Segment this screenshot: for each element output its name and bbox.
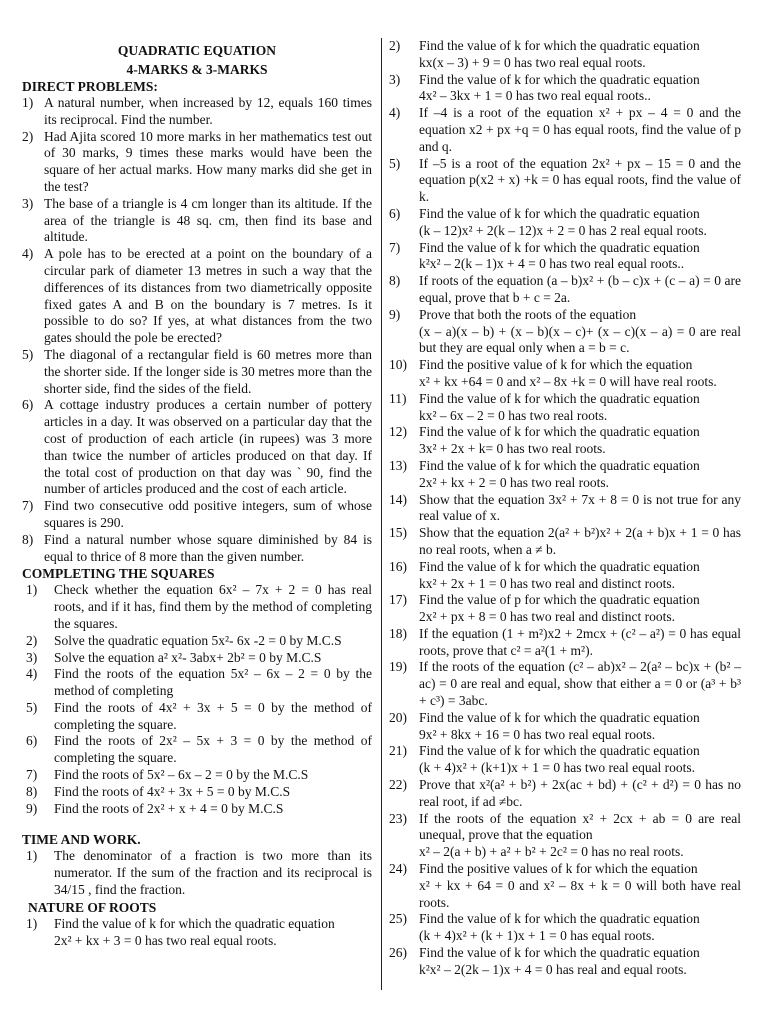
page-subtitle: 4-MARKS & 3-MARKS [126, 62, 268, 77]
question-number: 3) [22, 195, 34, 211]
question-text [419, 72, 741, 106]
question-text [54, 666, 372, 700]
question-number: 23) [389, 810, 407, 826]
question-item [22, 916, 372, 950]
question-number: 12) [389, 424, 407, 440]
question-number: 1) [22, 95, 34, 110]
question-line: Find the value of k for which the quadratic equation [419, 457, 700, 473]
page-title: QUADRATIC EQUATION [117, 43, 277, 58]
question-number: 4) [389, 105, 401, 121]
question-line: 3x² + 2x + k= 0 has two real roots. [419, 441, 606, 457]
question-text [419, 659, 741, 709]
question-text [419, 525, 741, 559]
question-text [54, 784, 372, 801]
question-line: Find the value of k for which the quadratic equation [54, 915, 335, 931]
question-number: 1) [26, 848, 38, 864]
question-text [419, 156, 741, 206]
question-text [419, 273, 741, 307]
question-item [389, 659, 741, 709]
question-line: Find the positive value of k for which the equation [419, 357, 693, 373]
question-item [389, 777, 741, 811]
question-line: If the roots of the equation (c² – ab)x² – 2(a² – bc)x + (b² – ac) = 0 are real and equal, show that either a = 0 or (a³ + b³ + c³) = 3abc. [419, 659, 741, 709]
question-line: kx(x – 3) + 9 = 0 has two real equal roots. [419, 54, 646, 70]
question-line: Find the value of k for which the quadratic equation [419, 911, 700, 927]
question-item [389, 525, 741, 559]
question-line: x² + kx + 64 = 0 and x² – 8x + k = 0 will both have real roots. [419, 877, 741, 910]
question-item [22, 347, 372, 397]
question-text [54, 916, 372, 950]
question-text [54, 582, 372, 632]
question-text [419, 105, 741, 155]
question-line: 9x² + 8kx + 16 = 0 has two real equal roots. [419, 726, 656, 742]
question-item [389, 492, 741, 526]
question-text [419, 357, 741, 391]
question-item [22, 498, 372, 532]
question-text [44, 532, 372, 566]
question-line: Find the value of k for which the quadratic equation [419, 38, 700, 53]
question-text [419, 458, 741, 492]
question-number: 14) [389, 491, 407, 507]
question-number: 15) [389, 525, 407, 541]
question-line: Find the roots of 5x² – 6x – 2 = 0 by the M.C.S [54, 767, 309, 783]
question-text [44, 196, 372, 246]
completing-squares-list [22, 582, 372, 817]
question-item [389, 710, 741, 744]
question-item [22, 801, 372, 818]
question-line: (x – a)(x – b) + (x – b)(x – c)+ (x – c)(x – a) = 0 are real but they are equal only when a = b = c. [419, 323, 741, 356]
question-text [419, 626, 741, 660]
question-item [389, 743, 741, 777]
question-number: 4) [22, 246, 34, 262]
question-line: Find the roots of 2x² – 5x + 3 = 0 by the method of completing the square. [54, 733, 372, 766]
question-item [22, 532, 372, 566]
question-line: Solve the quadratic equation 5x²- 6x -2 = 0 by M.C.S [54, 632, 342, 648]
right-column [389, 38, 741, 979]
question-number: 5) [26, 699, 38, 715]
question-text [54, 767, 372, 784]
direct-problems-list [22, 95, 372, 565]
question-number: 3) [389, 71, 401, 87]
question-number: 10) [389, 357, 407, 373]
left-column [22, 38, 372, 949]
question-line: Find the roots of 4x² + 3x + 5 = 0 by M.C.S [54, 783, 291, 799]
question-line: The base of a triangle is 4 cm longer than its altitude. If the area of the triangle is 48 sq. cm, then find its base and altitude. [44, 195, 372, 245]
question-text [419, 559, 741, 593]
question-item [389, 206, 741, 240]
question-number: 17) [389, 592, 407, 608]
question-item [389, 240, 741, 274]
question-item [389, 559, 741, 593]
question-number: 4) [26, 666, 38, 682]
question-item [389, 811, 741, 861]
question-line: (k + 4)x² + (k+1)x + 1 = 0 has two real equal roots. [419, 760, 696, 776]
question-text [44, 498, 372, 532]
question-line: The denominator of a fraction is two more than its numerator. If the sum of the fraction and its reciprocal is 34/15 , find the fraction. [54, 848, 372, 898]
time-work-list [22, 848, 372, 898]
question-line: A pole has to be erected at a point on the boundary of a circular park of diameter 13 metres in such a way that the differences of its distances from two diametrically opposite fixed gates A and B on the boundary is 7 metres. Is it possible to do so? If yes, at what distances from the two gates should the pole be erected? [44, 246, 372, 346]
question-text [419, 240, 741, 274]
question-line: Show that the equation 3x² + 7x + 8 = 0 is not true for any real value of x. [419, 491, 741, 524]
question-line: Prove that x²(a² + b²) + 2x(ac + bd) + (c² + d²) = 0 has no real root, if ad ≠bc. [419, 777, 741, 809]
question-number: 8) [389, 273, 401, 289]
question-text [54, 650, 372, 667]
question-number: 7) [26, 767, 38, 783]
question-line: Find the value of k for which the quadratic equation [419, 743, 700, 759]
question-line: Had Ajita scored 10 more marks in her mathematics test out of 30 marks, 9 times these marks would have been the square of her actual marks. How many marks did she get in the test? [44, 128, 372, 194]
question-number: 25) [389, 911, 407, 927]
question-number: 2) [26, 632, 38, 648]
section-heading-time-work: TIME AND WORK. [22, 832, 141, 848]
question-number: 6) [389, 205, 401, 221]
question-text [44, 246, 372, 347]
question-number: 8) [22, 531, 34, 547]
question-line: Find the roots of 2x² + x + 4 = 0 by M.C.S [54, 800, 284, 816]
question-number: 13) [389, 457, 407, 473]
question-text [419, 307, 741, 357]
question-number: 19) [389, 659, 407, 675]
question-item [22, 246, 372, 347]
question-line: Prove that both the roots of the equation [419, 306, 637, 322]
section-heading-nature: NATURE OF ROOTS [28, 899, 157, 915]
nature-roots-list-right [389, 38, 741, 979]
question-item [389, 307, 741, 357]
question-item [22, 767, 372, 784]
column-divider [381, 38, 382, 990]
question-line: Find the value of k for which the quadratic equation [419, 709, 700, 725]
question-item [389, 391, 741, 425]
section-heading-direct: DIRECT PROBLEMS: [22, 79, 158, 94]
question-line: Show that the equation 2(a² + b²)x² + 2(a + b)x + 1 = 0 has no real roots, when a ≠ b. [419, 525, 741, 557]
question-item [22, 733, 372, 767]
question-item [389, 273, 741, 307]
question-line: Find the value of k for which the quadratic equation [419, 239, 700, 255]
question-line: Find the value of p for which the quadratic equation [419, 592, 700, 608]
question-number: 6) [22, 397, 34, 413]
question-line: The diagonal of a rectangular field is 60 metres more than the shorter side. If the longer side is 30 metres more than the shorter side, find the sides of the field. [44, 346, 372, 396]
question-text [419, 861, 741, 911]
question-text [54, 700, 372, 734]
question-line: Find the roots of the equation 5x² – 6x – 2 = 0 by the method of completing [54, 666, 372, 699]
question-number: 11) [389, 390, 407, 406]
question-text [54, 801, 372, 818]
question-line: If the equation (1 + m²)x2 + 2mcx + (c² – a²) = 0 has equal roots, prove that c² = a²(1 + m²). [419, 625, 741, 658]
question-text [54, 848, 372, 898]
question-item [389, 861, 741, 911]
question-number: 20) [389, 709, 407, 725]
question-text [44, 95, 372, 129]
question-line: Find two consecutive odd positive integers, sum of whose squares is 290. [44, 498, 372, 530]
question-number: 22) [389, 777, 407, 793]
question-item [389, 72, 741, 106]
question-number: 7) [389, 239, 401, 255]
question-line: Find the value of k for which the quadratic equation [419, 558, 700, 574]
question-line: x² – 2(a + b) + a² + b² + 2c² = 0 has no real roots. [419, 844, 684, 860]
question-line: Find the value of k for which the quadratic equation [419, 205, 700, 221]
question-item [22, 95, 372, 129]
question-item [22, 784, 372, 801]
question-item [22, 196, 372, 246]
question-item [389, 424, 741, 458]
question-text [419, 777, 741, 811]
question-line: Find the value of k for which the quadratic equation [419, 424, 700, 440]
question-line: kx² – 6x – 2 = 0 has two real roots. [419, 407, 608, 423]
question-number: 9) [389, 306, 401, 322]
question-line: 4x² – 3kx + 1 = 0 has two real equal roots.. [419, 88, 651, 104]
question-line: If –5 is a root of the equation 2x² + px – 15 = 0 and the equation p(x2 + x) +k = 0 has equal roots, find the value of k. [419, 155, 741, 205]
question-item [22, 848, 372, 898]
question-item [22, 650, 372, 667]
section-heading-completing: COMPLETING THE SQUARES [22, 566, 215, 582]
nature-roots-list-left [22, 916, 372, 950]
question-number: 2) [22, 128, 34, 144]
question-line: Find a natural number whose square diminished by 84 is equal to thrice of 8 more than the given number. [44, 531, 372, 564]
question-number: 21) [389, 743, 407, 759]
question-item [389, 38, 741, 72]
question-item [22, 129, 372, 196]
question-number: 16) [389, 558, 407, 574]
question-line: (k + 4)x² + (k + 1)x + 1 = 0 has equal roots. [419, 928, 655, 944]
question-item [389, 592, 741, 626]
question-number: 24) [389, 861, 407, 877]
question-number: 2) [389, 38, 401, 53]
question-item [22, 700, 372, 734]
question-text [419, 206, 741, 240]
question-item [22, 397, 372, 498]
question-line: If the roots of the equation x² + 2cx + ab = 0 are real unequal, prove that the equation [419, 810, 741, 843]
question-text [419, 424, 741, 458]
question-line: If –4 is a root of the equation x² + px – 4 = 0 and the equation x2 + px +q = 0 has equal roots, find the value of p and q. [419, 105, 741, 154]
question-item [389, 626, 741, 660]
question-line: k²x² – 2(k – 1)x + 4 = 0 has two real equal roots.. [419, 256, 685, 272]
question-item [22, 633, 372, 650]
question-line: 2x² + kx + 3 = 0 has two real equal roots. [54, 932, 277, 948]
question-text [419, 391, 741, 425]
question-item [389, 911, 741, 945]
question-text [419, 811, 741, 861]
question-number: 7) [22, 498, 34, 514]
question-line: If roots of the equation (a – b)x² + (b – c)x + (c – a) = 0 are equal, prove that b + c = 2a. [419, 273, 741, 305]
question-number: 5) [22, 346, 34, 362]
question-text [419, 38, 741, 72]
question-text [44, 129, 372, 196]
question-text [419, 492, 741, 526]
question-line: A cottage industry produces a certain number of pottery articles in a day. It was observed on a particular day that the cost of production of each article (in rupees) was 3 more than twice the number of articles produced on that day. If the total cost of production on that day was ` 90, find the number of articles produced and the cost of each article. [44, 397, 372, 497]
question-item [389, 357, 741, 391]
question-number: 18) [389, 625, 407, 641]
question-text [419, 710, 741, 744]
question-line: 2x² + kx + 2 = 0 has two real roots. [419, 474, 609, 490]
question-text [419, 945, 741, 979]
question-number: 1) [26, 915, 38, 931]
question-number: 9) [26, 800, 38, 816]
question-text [54, 733, 372, 767]
question-line: Find the value of k for which the quadratic equation [419, 945, 700, 961]
question-line: A natural number, when increased by 12, equals 160 times its reciprocal. Find the number. [44, 95, 372, 127]
question-item [389, 945, 741, 979]
question-number: 8) [26, 783, 38, 799]
question-number: 26) [389, 945, 407, 961]
question-text [419, 592, 741, 626]
question-item [389, 156, 741, 206]
question-item [389, 105, 741, 155]
question-text [44, 347, 372, 397]
question-number: 5) [389, 155, 401, 171]
question-line: 2x² + px + 8 = 0 has two real and distinct roots. [419, 609, 675, 625]
question-text [44, 397, 372, 498]
question-line: Find the roots of 4x² + 3x + 5 = 0 by the method of completing the square. [54, 699, 372, 732]
question-number: 1) [26, 582, 38, 598]
question-text [419, 743, 741, 777]
question-number: 6) [26, 733, 38, 749]
question-line: kx² + 2x + 1 = 0 has two real and distinct roots. [419, 575, 675, 591]
question-item [22, 666, 372, 700]
question-line: k²x² – 2(2k – 1)x + 4 = 0 has real and equal roots. [419, 961, 687, 977]
question-item [389, 458, 741, 492]
question-number: 3) [26, 649, 38, 665]
question-item [22, 582, 372, 632]
question-text [419, 911, 741, 945]
question-line: x² + kx +64 = 0 and x² – 8x +k = 0 will have real roots. [419, 373, 717, 389]
question-line: Solve the equation a² x²- 3abx+ 2b² = 0 by M.C.S [54, 649, 322, 665]
question-line: Find the value of k for which the quadratic equation [419, 71, 700, 87]
question-line: (k – 12)x² + 2(k – 12)x + 2 = 0 has 2 real equal roots. [419, 222, 707, 238]
question-text [54, 633, 372, 650]
question-line: Find the positive values of k for which the equation [419, 861, 698, 877]
question-line: Check whether the equation 6x² – 7x + 2 = 0 has real roots, and if it has, find them by the method of completing the squares. [54, 582, 372, 631]
question-line: Find the value of k for which the quadratic equation [419, 390, 700, 406]
